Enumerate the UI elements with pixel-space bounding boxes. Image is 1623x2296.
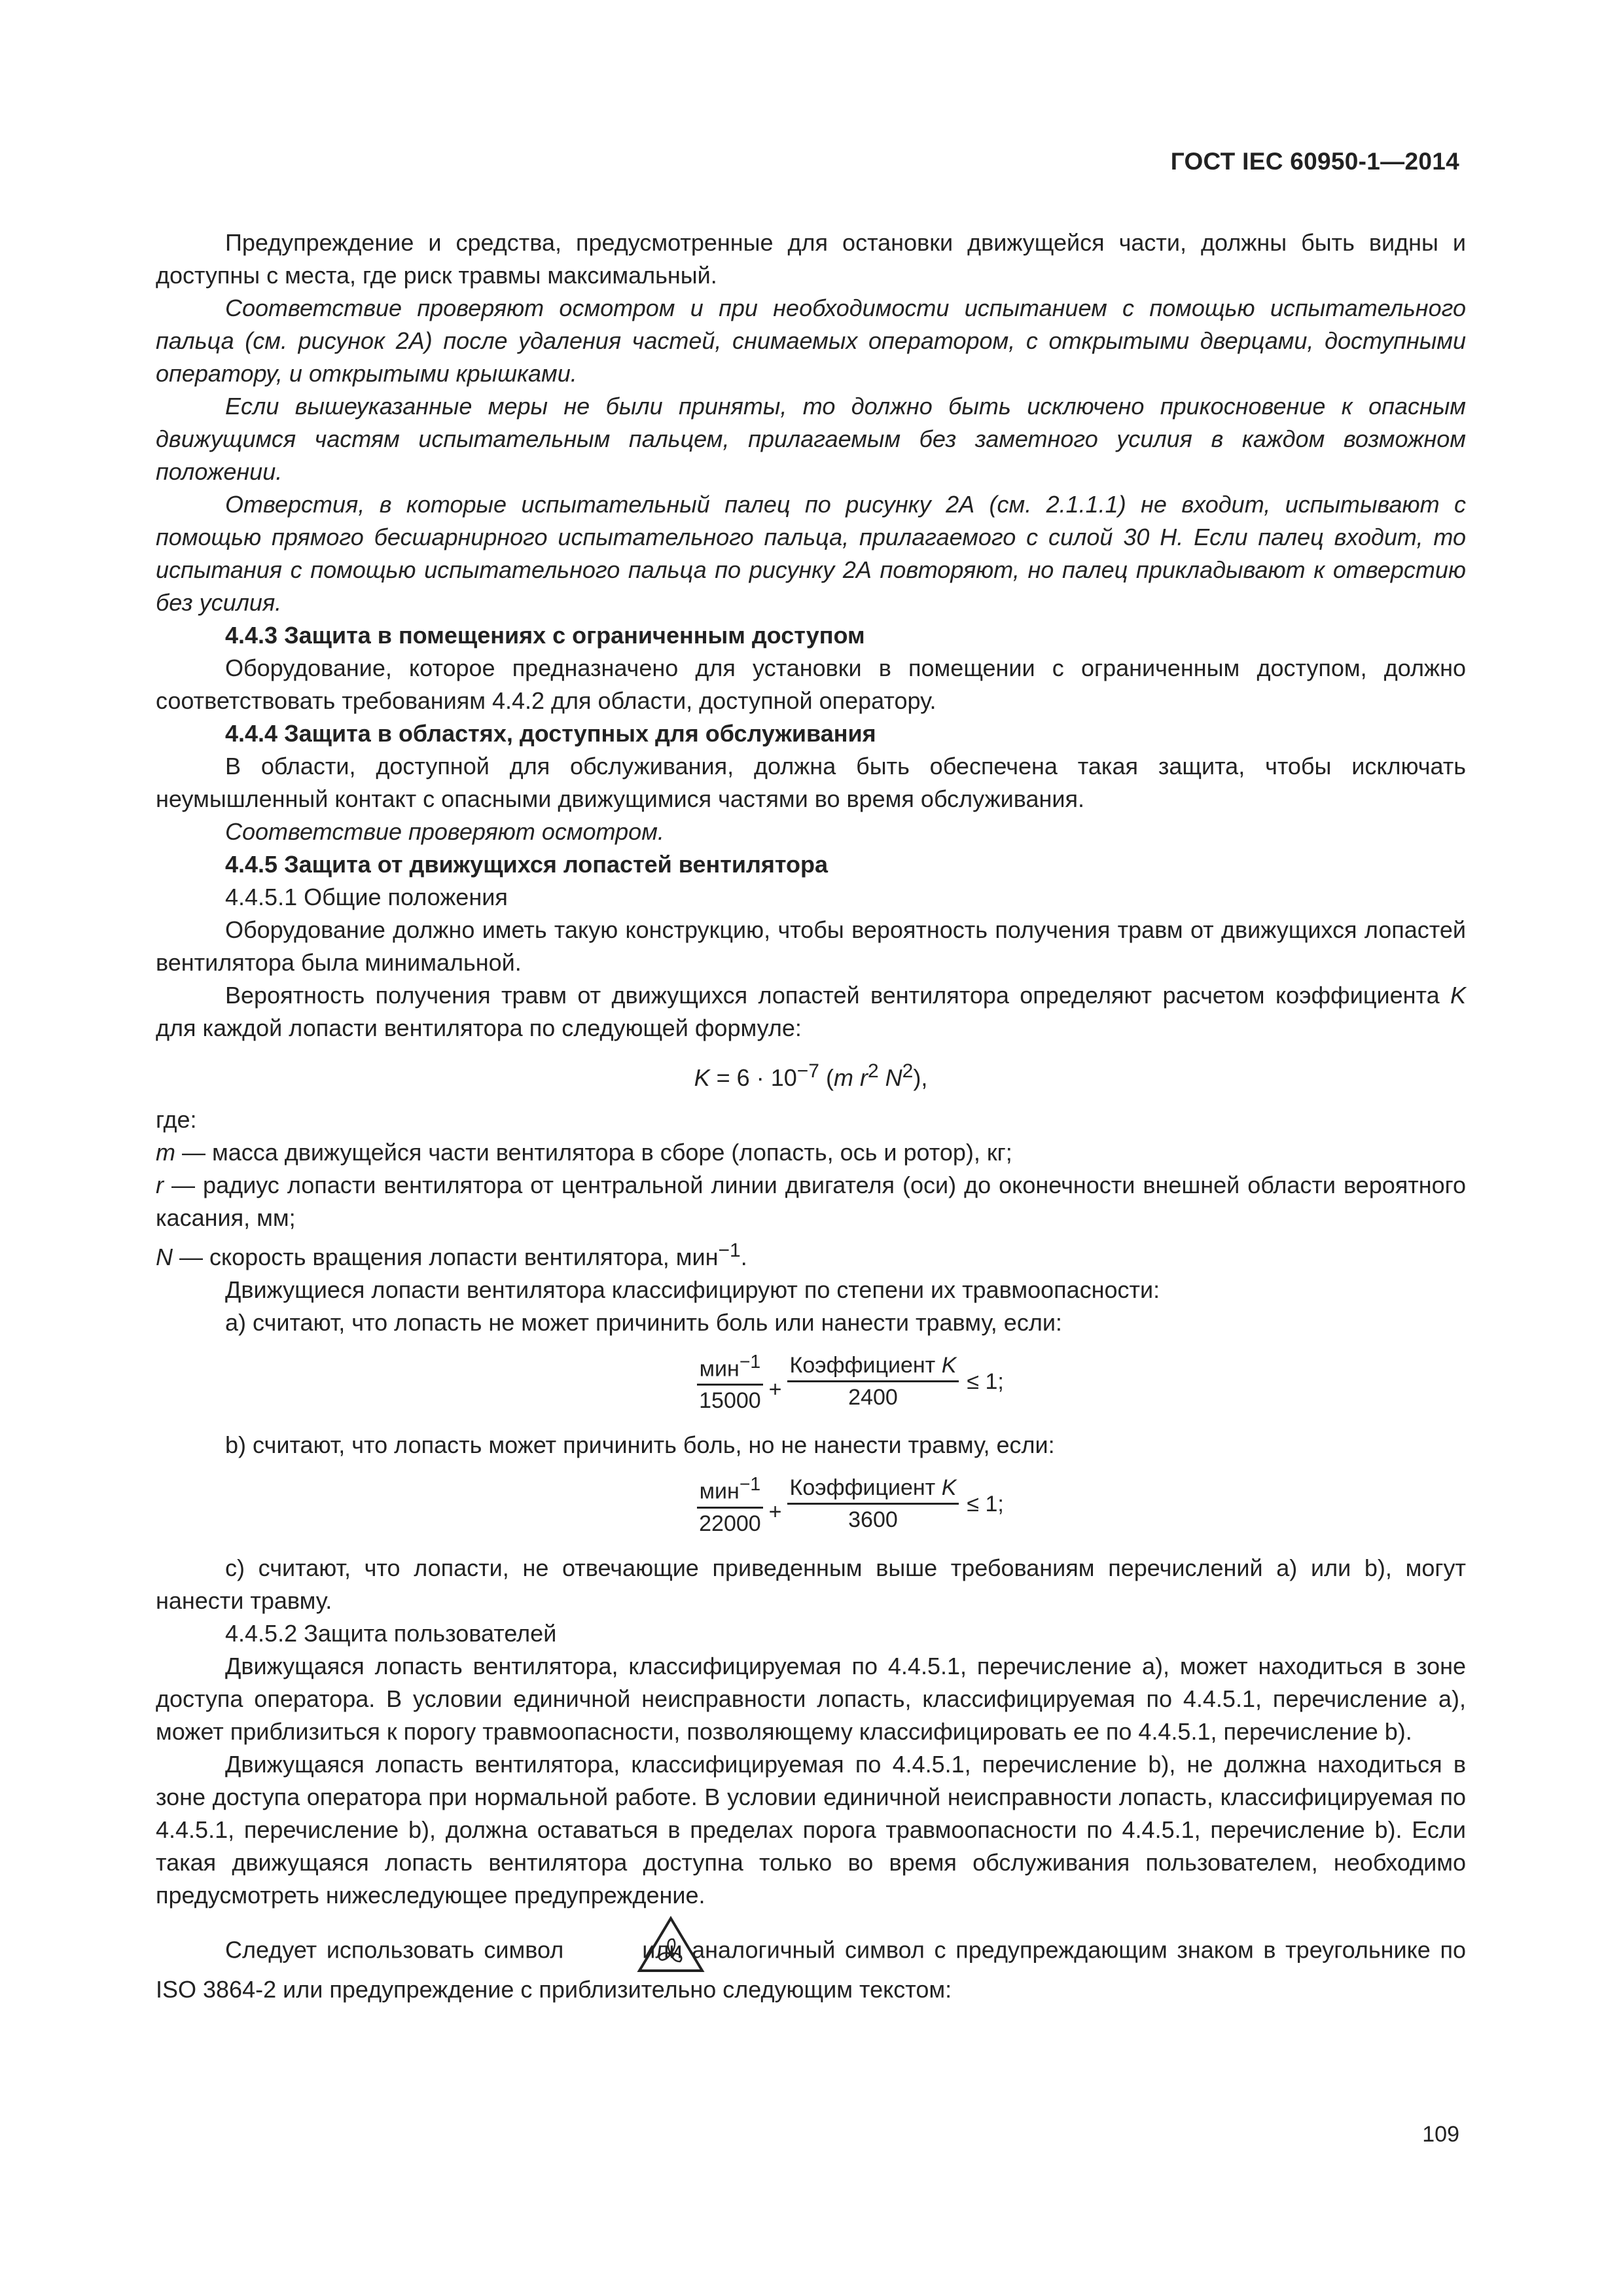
subsection-heading-4-4-5-1: 4.4.5.1 Общие положения (225, 884, 508, 910)
page-number: 109 (1422, 2122, 1459, 2147)
paragraph: Вероятность получения травм от движущихся лопастей вентилятора определяют расчетом коэффициента K для каждой лопасти вентилятора по следующей формуле: (156, 982, 1466, 1041)
fraction: $\frac{\text{Коэффициент K}}{2400}$ (787, 1352, 959, 1411)
definition-r: r — радиус лопасти вентилятора от центральной линии двигателя (оси) до оконечности внешней области вероятного касания, мм; (156, 1172, 1466, 1231)
fraction: $\frac{\text{Коэффициент K}}{3600}$ (787, 1474, 959, 1534)
standard-header: ГОСТ IEC 60950-1—2014 (1170, 148, 1459, 175)
paragraph: Движущиеся лопасти вентилятора классифицируют по степени их травмоопасности: (225, 1276, 1160, 1303)
paragraph: Предупреждение и средства, предусмотренные для остановки движущейся части, должны быть видны и доступны с места, где риск травмы максимальный. (156, 229, 1466, 289)
definition-m: m — масса движущейся части вентилятора в сборе (лопасть, ось и ротор), кг; (156, 1139, 1012, 1166)
fan-warning-triangle-icon (567, 1916, 635, 1973)
fraction: $\frac{мин^{-1}}{15000}$ (696, 1348, 764, 1414)
paragraph: В области, доступной для обслуживания, должна быть обеспечена такая защита, чтобы исключать неумышленный контакт с опасными движущимися частями во время обслуживания. (156, 753, 1466, 812)
paragraph: Оборудование должно иметь такую конструкцию, чтобы вероятность получения травм от движущихся лопастей вентилятора была минимальной. (156, 916, 1466, 976)
inequality-a: $\frac{мин^{-1}}{15000}$ + $\frac{\text{Коэффициент K}}{2400}$ ≤ 1; (234, 1348, 1466, 1414)
paragraph: Движущаяся лопасть вентилятора, классифицируемая по 4.4.5.1, перечисление a), может находиться в зоне доступа оператора. В условии единичной неисправности лопасть, классифицируемая по 4.4.5.1, перечисление a), может приблизиться к порогу травмоопасности, позволяющему классифицировать ее по 4.4.5.1, перечисление b). (156, 1652, 1466, 1745)
paragraph-compliance: Соответствие проверяют осмотром. (225, 818, 664, 845)
inequality-b: $\frac{мин^{-1}}{22000}$ + $\frac{\text{Коэффициент K}}{3600}$ ≤ 1; (234, 1471, 1466, 1537)
list-item-c: c) считают, что лопасти, не отвечающие приведенным выше требованиям перечислений a) или b), могут нанести травму. (156, 1554, 1466, 1614)
paragraph-compliance: Если вышеуказанные меры не были приняты, то должно быть исключено прикосновение к опасным движущимся частям испытательным пальцем, прилагаемым без заметного усилия в каждом возможном положении. (156, 393, 1466, 485)
where-label: где: (156, 1106, 197, 1133)
paragraph: Оборудование, которое предназначено для установки в помещении с ограниченным доступом, должно соответствовать требованиям 4.4.2 для области, доступной оператору. (156, 655, 1466, 714)
paragraph-compliance: Отверстия, в которые испытательный палец по рисунку 2А (см. 2.1.1.1) не входит, испытывают с помощью прямого бесшарнирного испытательного пальца, прилагаемого с силой 30 Н. Если палец входит, то испытания с помощью испытательного пальца по рисунку 2А повторяют, но палец прикладывают к отверстию без усилия. (156, 491, 1466, 616)
section-heading-4-4-5: 4.4.5 Защита от движущихся лопастей вентилятора (225, 851, 829, 878)
definition-n: N — скорость вращения лопасти вентилятора, мин$^{-1}$. (156, 1240, 747, 1270)
list-item-a: a) считают, что лопасть не может причинить боль или нанести травму, если: (225, 1309, 1062, 1336)
fraction: $\frac{мин^{-1}}{22000}$ (696, 1471, 764, 1537)
section-heading-4-4-3: 4.4.3 Защита в помещениях с ограниченным доступом (225, 622, 865, 649)
paragraph-symbol: Следует использовать символ или аналогичный символ с предупреждающим знаком в треугольнике по ISO 3864-2 или предупреждение с приблизительно следующим текстом: (156, 1930, 1466, 2006)
page-content (156, 226, 1466, 2006)
formula-k: $K = 6 \cdot 10^{-7}$ (m $r^2$ $N^2$), (694, 1060, 928, 1091)
paragraph-compliance: Соответствие проверяют осмотром и при необходимости испытанием с помощью испытательного пальца (см. рисунок 2А) после удаления частей, снимаемых оператором, с открытыми дверцами, доступными оператору, и открытыми крышками. (156, 295, 1466, 387)
paragraph: Движущаяся лопасть вентилятора, классифицируемая по 4.4.5.1, перечисление b), не должна находиться в зоне доступа оператора при нормальной работе. В условии единичной неисправности лопасть, классифицируемая по 4.4.5.1, перечисление b), должна оставаться в пределах порога травмоопасности по 4.4.5.1, перечисление b). Если такая движущаяся лопасть вентилятора доступна только во время обслуживания пользователем, необходимо предусмотреть нижеследующее предупреждение. (156, 1750, 1466, 1909)
section-heading-4-4-4: 4.4.4 Защита в областях, доступных для обслуживания (225, 720, 876, 747)
subsection-heading-4-4-5-2: 4.4.5.2 Защита пользователей (225, 1619, 557, 1647)
list-item-b: b) считают, что лопасть может причинить боль, но не нанести травму, если: (225, 1431, 1055, 1459)
